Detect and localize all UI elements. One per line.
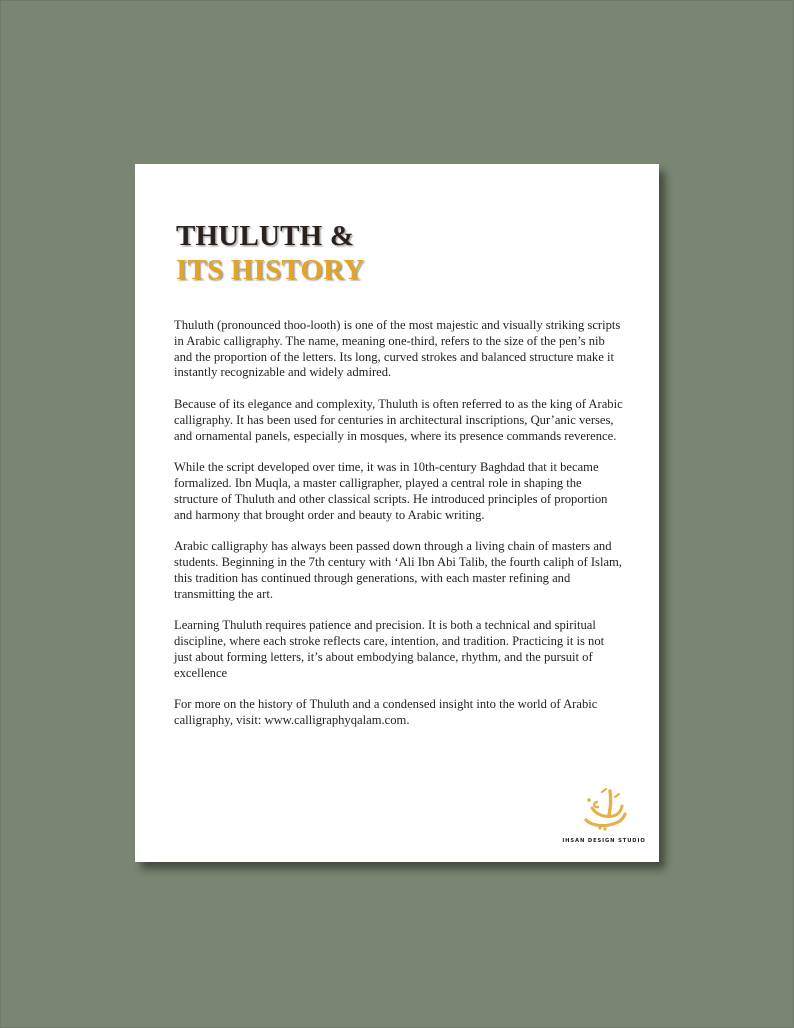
paragraph-3: While the script developed over time, it was in 10th-century Baghdad that it became formalized. Ibn Muqla, a master calligrapher, played a central role in shaping the structure of Thuluth and other classical scripts. He introduced principles of proportion and harmony that brought order and beauty to Arabic writing.	[174, 460, 608, 522]
logo-caption: IHSAN DESIGN STUDIO	[562, 838, 646, 844]
paragraph-4: Arabic calligraphy has always been passed down through a living chain of masters and students. Beginning in the 7th century with ‘Ali Ibn Abi Talib, the fourth caliph of Islam, this tradition has continued through generations, with each master refining and transmitting the art.	[174, 539, 622, 601]
arabic-calligraphy-logo-icon	[580, 788, 628, 834]
title-line-1: THULUTH &	[176, 220, 355, 252]
paragraph-2: Because of its elegance and complexity, Thuluth is often referred to as the king of Arabic calligraphy. It has been used for centuries in architectural inscriptions, Qur’anic verses, and ornamental panels, especially in mosques, where its presence commands reverence.	[174, 396, 623, 443]
studio-logo	[562, 788, 646, 848]
body-text	[174, 318, 624, 745]
page-title	[176, 219, 364, 287]
document-page	[135, 164, 659, 862]
paragraph-5: Learning Thuluth requires patience and precision. It is both a technical and spiritual discipline, where each stroke reflects care, intention, and tradition. Practicing it is not just about forming letters, it’s about embodying balance, rhythm, and the pursuit of excellence	[174, 618, 605, 680]
title-line-2: ITS HISTORY	[176, 254, 365, 286]
paragraph-1: Thuluth (pronounced thoo-looth) is one of the most majestic and visually striking scripts in Arabic calligraphy. The name, meaning one-third, refers to the size of the pen’s nib and the proportion of the letters. Its long, curved strokes and balanced structure make it instantly recognizable and widely admired.	[174, 318, 621, 380]
paragraph-6: For more on the history of Thuluth and a condensed insight into the world of Arabic calligraphy, visit: www.calligraphyqalam.com.	[174, 697, 598, 727]
